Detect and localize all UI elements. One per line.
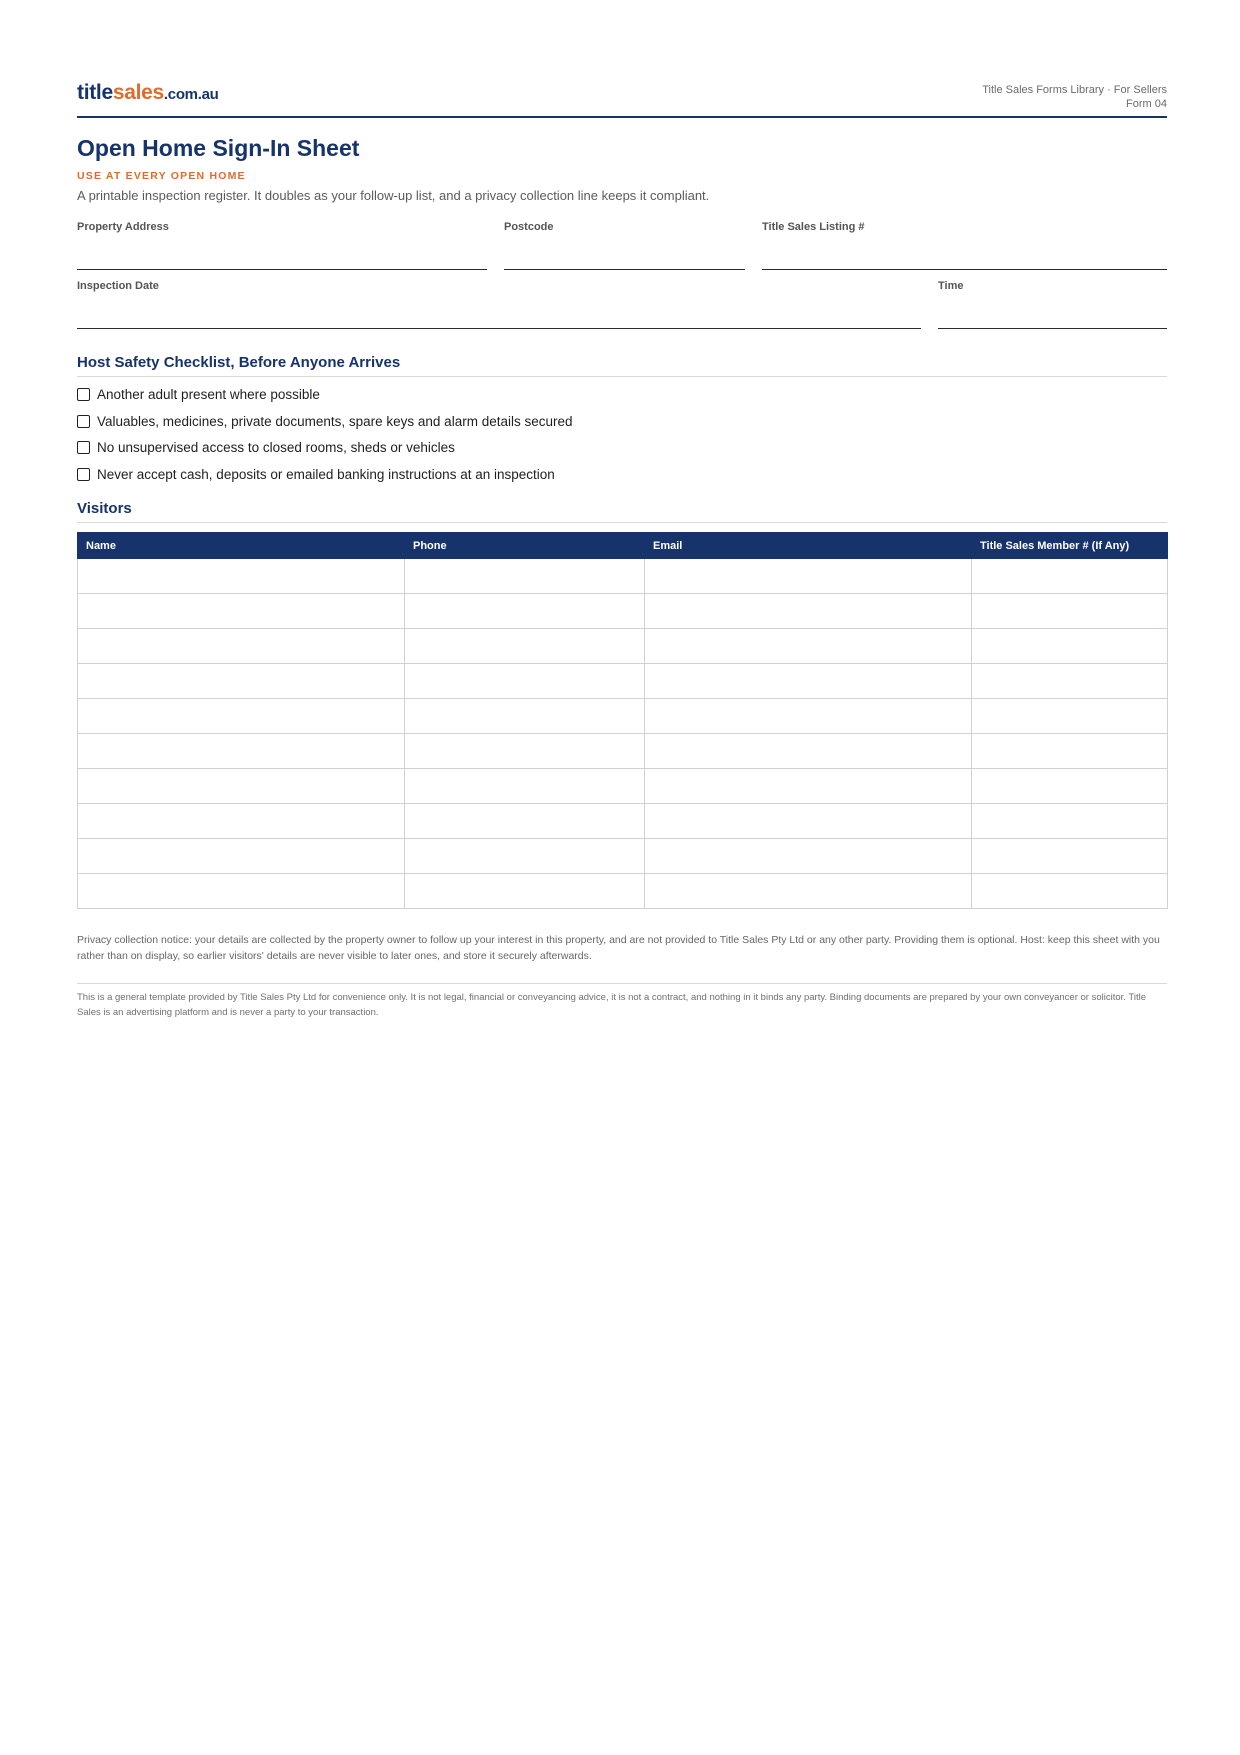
member-number-cell[interactable]: [972, 559, 1168, 594]
visitors-table: [77, 532, 1168, 909]
name-cell[interactable]: [78, 804, 405, 839]
checklist-item-label: Valuables, medicines, private documents, spare keys and alarm details secured: [97, 413, 573, 429]
phone-cell[interactable]: [405, 839, 645, 874]
email-cell[interactable]: [645, 804, 972, 839]
table-row: [78, 664, 1168, 699]
email-cell[interactable]: [645, 839, 972, 874]
member-number-cell[interactable]: [972, 699, 1168, 734]
email-cell[interactable]: [645, 769, 972, 804]
member-number-cell[interactable]: [972, 804, 1168, 839]
checkbox[interactable]: [77, 415, 90, 428]
table-row: [78, 804, 1168, 839]
phone-cell[interactable]: [405, 804, 645, 839]
member-number-cell[interactable]: [972, 874, 1168, 909]
name-cell[interactable]: [78, 664, 405, 699]
table-row: [78, 699, 1168, 734]
table-row: [78, 559, 1168, 594]
checklist-item-label: Never accept cash, deposits or emailed banking instructions at an inspection: [97, 466, 555, 482]
phone-cell[interactable]: [405, 699, 645, 734]
email-cell[interactable]: [645, 594, 972, 629]
column-header-email: Email: [645, 533, 972, 559]
property-address-label: Property Address: [77, 221, 169, 233]
member-number-cell[interactable]: [972, 629, 1168, 664]
email-cell[interactable]: [645, 734, 972, 769]
form-meta: [982, 83, 1167, 111]
visitors-heading: Visitors: [77, 500, 1167, 523]
email-cell[interactable]: [645, 874, 972, 909]
checklist-item[interactable]: [77, 414, 1167, 441]
table-row: [78, 839, 1168, 874]
email-cell[interactable]: [645, 699, 972, 734]
checklist-heading: Host Safety Checklist, Before Anyone Arrives: [77, 354, 1167, 377]
checkbox[interactable]: [77, 441, 90, 454]
privacy-notice: Privacy collection notice: your details are collected by the property owner to follow up your interest in this property, and are not provided to Title Sales Pty Ltd or any other party. Providing them is optional. Host: keep this sheet with you rather than on display, so earlier visitors' details are never visible to later ones, and store it securely afterwards.: [77, 934, 1160, 962]
name-cell[interactable]: [78, 769, 405, 804]
page-header: [77, 80, 1167, 118]
table-row: [78, 629, 1168, 664]
phone-cell[interactable]: [405, 769, 645, 804]
member-number-cell[interactable]: [972, 664, 1168, 699]
member-number-cell[interactable]: [972, 839, 1168, 874]
phone-cell[interactable]: [405, 594, 645, 629]
email-cell[interactable]: [645, 559, 972, 594]
logo-sales: sales: [112, 81, 164, 104]
property-address-field[interactable]: [77, 221, 487, 270]
column-header-name: Name: [78, 533, 405, 559]
name-cell[interactable]: [78, 629, 405, 664]
member-number-cell[interactable]: [972, 769, 1168, 804]
safety-checklist: [77, 387, 1167, 493]
table-row: [78, 769, 1168, 804]
checklist-item-label: No unsupervised access to closed rooms, sheds or vehicles: [97, 440, 455, 455]
table-row: [78, 594, 1168, 629]
member-number-cell[interactable]: [972, 594, 1168, 629]
checklist-item[interactable]: [77, 387, 1167, 414]
phone-cell[interactable]: [405, 664, 645, 699]
name-cell[interactable]: [78, 734, 405, 769]
intro-text: A printable inspection register. It doubles as your follow-up list, and a privacy collection line keeps it compliant.: [77, 188, 710, 203]
listing-number-field[interactable]: [762, 221, 1167, 270]
phone-cell[interactable]: [405, 559, 645, 594]
name-cell[interactable]: [78, 839, 405, 874]
name-cell[interactable]: [78, 699, 405, 734]
table-row: [78, 734, 1168, 769]
forms-library-label: Title Sales Forms Library · For Sellers: [982, 84, 1167, 96]
name-cell[interactable]: [78, 874, 405, 909]
phone-cell[interactable]: [405, 874, 645, 909]
column-header-member-number: Title Sales Member # (If Any): [972, 533, 1168, 559]
form-number: Form 04: [1126, 98, 1167, 110]
disclaimer-text: This is a general template provided by Title Sales Pty Ltd for convenience only. It is not legal, financial or conveyancing advice, it is not a contract, and nothing in it binds any party. Binding documents are prepared by your own conveyancer or solicitor. Title Sales is an advertising platform and is never a party to your transaction.: [77, 992, 1146, 1018]
phone-cell[interactable]: [405, 734, 645, 769]
checklist-item[interactable]: [77, 467, 1167, 494]
member-number-cell[interactable]: [972, 734, 1168, 769]
time-field[interactable]: [938, 280, 1167, 329]
postcode-field[interactable]: [504, 221, 745, 270]
table-row: [78, 874, 1168, 909]
postcode-label: Postcode: [504, 221, 554, 233]
usage-eyebrow: USE AT EVERY OPEN HOME: [77, 170, 246, 182]
divider: [77, 983, 1167, 984]
checkbox[interactable]: [77, 388, 90, 401]
page-title: Open Home Sign-In Sheet: [77, 135, 360, 161]
time-label: Time: [938, 280, 964, 292]
email-cell[interactable]: [645, 664, 972, 699]
inspection-date-field[interactable]: [77, 280, 921, 329]
logo-title: title: [77, 81, 113, 104]
listing-number-label: Title Sales Listing #: [762, 221, 865, 233]
column-header-phone: Phone: [405, 533, 645, 559]
table-header-row: [78, 533, 1168, 559]
inspection-date-label: Inspection Date: [77, 280, 159, 292]
checklist-item-label: Another adult present where possible: [97, 387, 320, 402]
checklist-item[interactable]: [77, 440, 1167, 467]
name-cell[interactable]: [78, 559, 405, 594]
phone-cell[interactable]: [405, 629, 645, 664]
name-cell[interactable]: [78, 594, 405, 629]
checkbox[interactable]: [77, 468, 90, 481]
logo-domain: .com.au: [163, 86, 219, 103]
brand-logo[interactable]: [77, 81, 219, 105]
email-cell[interactable]: [645, 629, 972, 664]
